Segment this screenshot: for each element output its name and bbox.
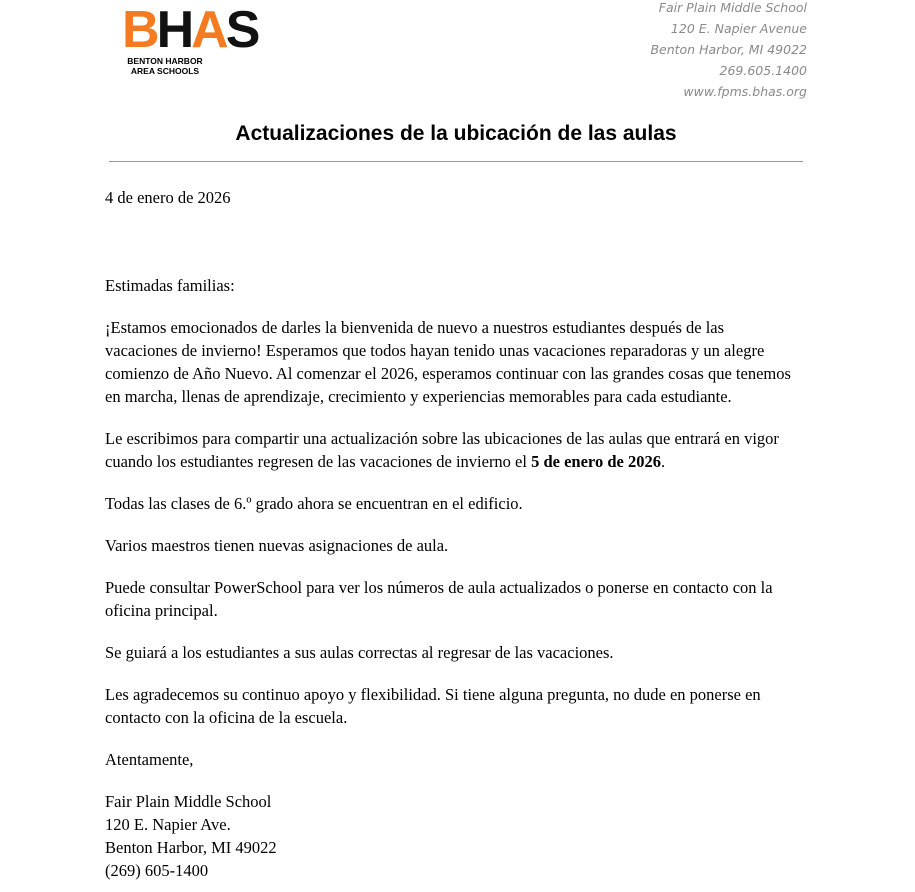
effective-date: 5 de enero de 2026 (531, 452, 661, 471)
school-name: Fair Plain Middle School (658, 0, 807, 15)
city: Benton Harbor, MI 49022 (650, 42, 807, 57)
paragraph: Puede consultar PowerSchool para ver los números de aula actualizados o ponerse en contacto con la oficina principal. (105, 578, 773, 620)
paragraph: Varios maestros tienen nuevas asignaciones de aula. (105, 536, 449, 555)
sig-line: 120 E. Napier Ave. (105, 815, 231, 834)
letter-body (105, 186, 795, 882)
logo-line2: AREA SCHOOLS (130, 66, 200, 76)
bhas-logo: BHAS BENTON HARBOR AREA SCHOOLS (122, 1, 258, 76)
sig-line: (269) 605-1400 (105, 861, 209, 880)
paragraph: Les agradecemos su continuo apoyo y flexibilidad. Si tiene alguna pregunta, no dude en ponerse en contacto con la oficina de la escuela. (105, 685, 761, 727)
paragraph: Todas las clases de 6.º grado ahora se encuentran en el edificio. (105, 494, 523, 513)
paragraph: Se guiará a los estudiantes a sus aulas correctas al regresar de las vacaciones. (105, 643, 614, 662)
phone: 269.605.1400 (719, 63, 807, 78)
street: 120 E. Napier Avenue (670, 21, 807, 36)
divider (109, 161, 803, 162)
sig-line: Fair Plain Middle School (105, 792, 272, 811)
logo-line1: BENTON HARBOR (127, 56, 203, 66)
closing: Atentamente, (105, 750, 194, 769)
school-address (650, 0, 807, 102)
page-title: Actualizaciones de la ubicación de las aulas (235, 122, 677, 145)
date: 4 de enero de 2026 (105, 188, 231, 207)
sig-line: Benton Harbor, MI 49022 (105, 838, 277, 857)
paragraph: Le escribimos para compartir una actualización sobre las ubicaciones de las aulas que entrará en vigor cuando los estudiantes regresen de las vacaciones de invierno el 5 de enero de 2026. (105, 429, 779, 471)
website: www.fpms.bhas.org (683, 84, 807, 99)
paragraph: ¡Estamos emocionados de darles la bienvenida de nuevo a nuestros estudiantes después de las vacaciones de invierno! Esperamos que todos hayan tenido unas vacaciones reparadoras y un alegre comienzo de Año Nuevo. Al comenzar el 2026, esperamos continuar con las grandes cosas que tenemos en marcha, llenas de aprendizaje, crecimiento y experiencias memorables para cada estudiante. (105, 318, 791, 406)
greeting: Estimadas familias: (105, 276, 235, 295)
signature-block (105, 790, 795, 882)
